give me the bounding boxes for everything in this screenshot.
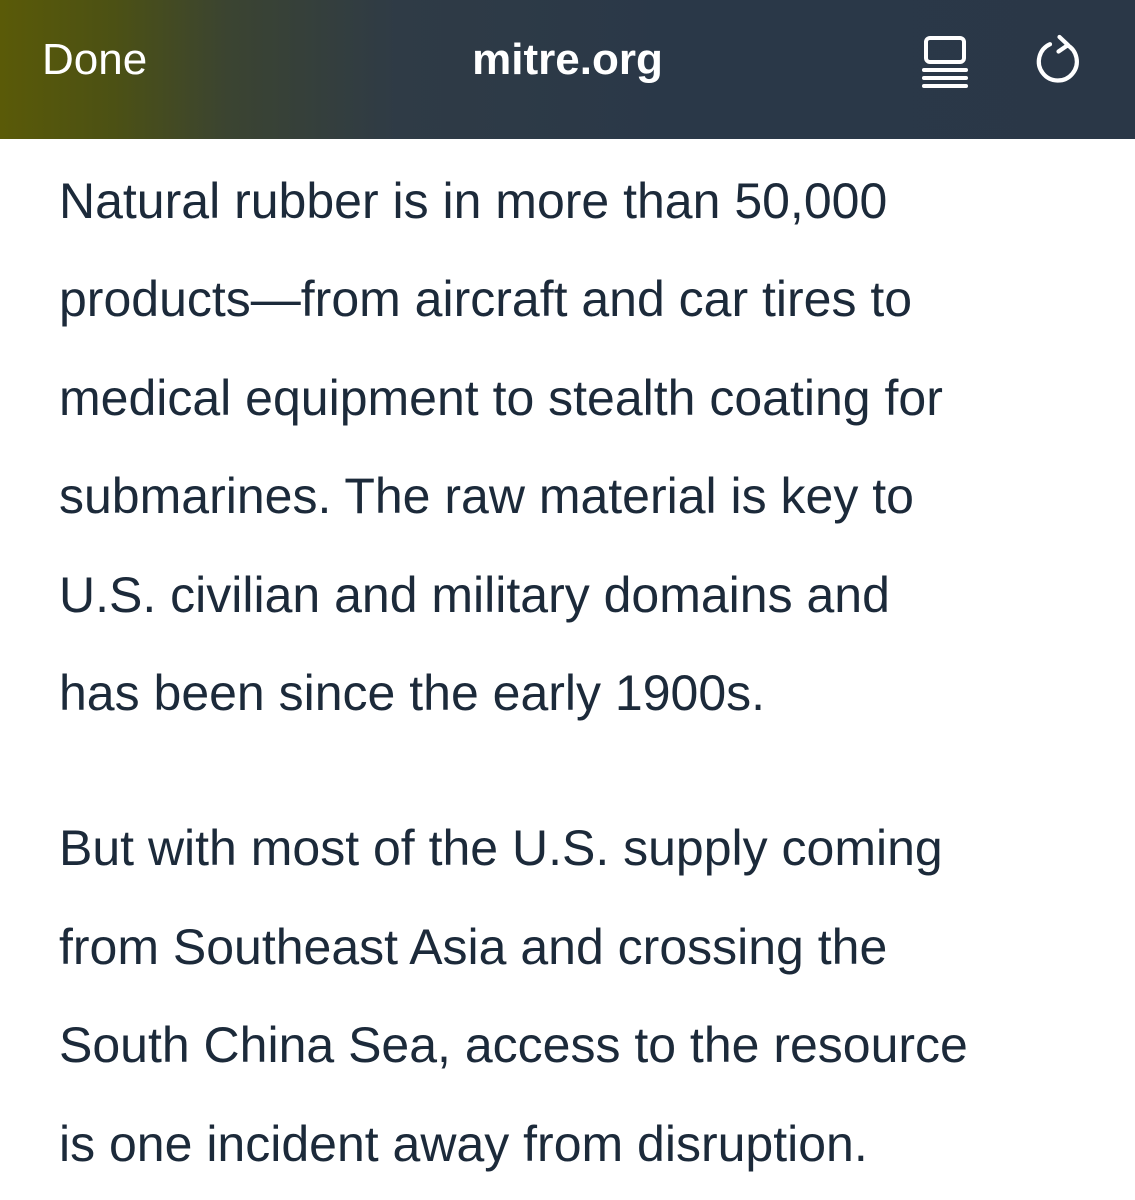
site-title: mitre.org <box>472 35 663 84</box>
reader-view-icon <box>918 34 974 90</box>
done-button[interactable]: Done <box>42 35 148 84</box>
browser-toolbar <box>0 0 1135 139</box>
reload-icon <box>1030 32 1086 88</box>
text-line: from Southeast Asia and crossing the <box>59 918 888 975</box>
text-line: But with most of the U.S. supply coming <box>59 820 943 877</box>
text-line: has been since the early 1900s. <box>59 665 766 722</box>
text-line: U.S. civilian and military domains and <box>59 566 890 623</box>
text-line: is one incident away from disruption. <box>59 1115 868 1172</box>
text-line: medical equipment to stealth coating for <box>59 369 943 426</box>
text-line: South China Sea, access to the resource <box>59 1017 968 1074</box>
text-line: submarines. The raw material is key to <box>59 468 914 525</box>
reader-view-button[interactable] <box>918 34 974 90</box>
article-paragraph-2 <box>59 799 1109 1193</box>
text-line: Natural rubber is in more than 50,000 <box>59 173 888 229</box>
reload-button[interactable] <box>1030 32 1086 88</box>
article-body <box>59 152 1109 1193</box>
article-paragraph-1 <box>59 152 1109 742</box>
text-line: products—from aircraft and car tires to <box>59 271 913 328</box>
